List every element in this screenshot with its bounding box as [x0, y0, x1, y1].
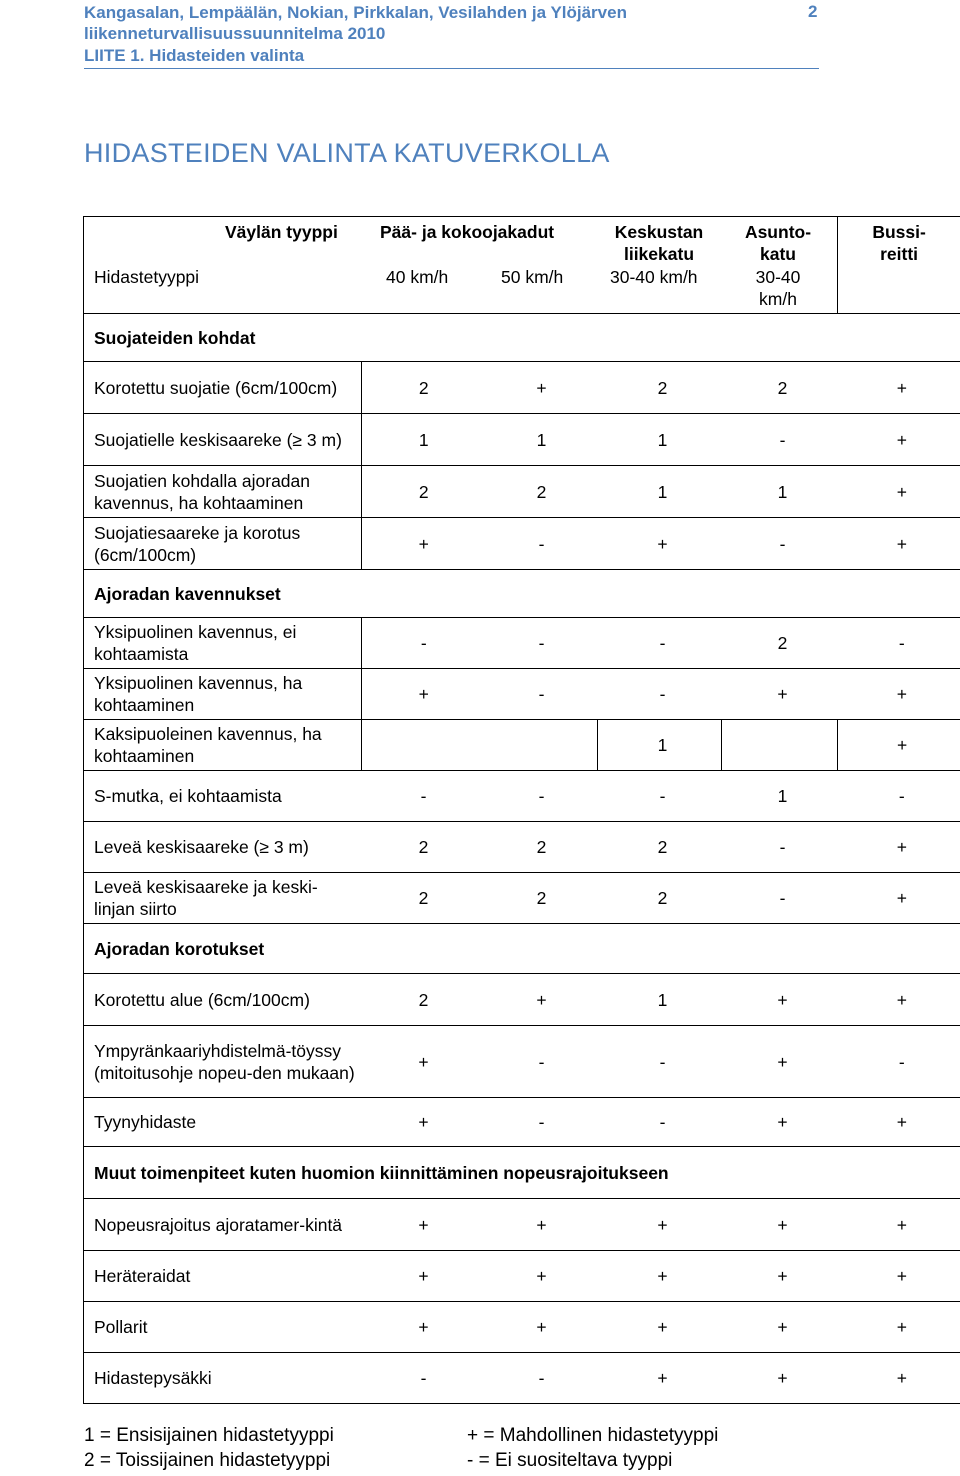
cell-value: - [722, 822, 838, 873]
cell-value: + [598, 1302, 722, 1353]
cell-value: + [362, 1302, 480, 1353]
cell-value: + [722, 974, 838, 1026]
col-header-speed4-line2: km/h [759, 289, 797, 309]
cell-value: + [722, 1302, 838, 1353]
cell-value: + [722, 1353, 838, 1404]
cell-value: + [598, 1353, 722, 1404]
row-label: Korotettu alue (6cm/100cm) [84, 974, 362, 1026]
document-header-line-1: Kangasalan, Lempäälän, Nokian, Pirkkalan, Vesilahden ja Ylöjärven [84, 3, 627, 22]
cell-value: + [480, 974, 598, 1026]
col-header-speed-30-40: 30-40 km/h [610, 267, 698, 287]
cell-value: 1 [362, 414, 480, 466]
cell-value: + [838, 873, 960, 924]
cell-value: 2 [722, 362, 838, 414]
row-label: Suojatielle keskisaareke (≥ 3 m) [84, 414, 362, 466]
page-number: 2 [808, 2, 818, 21]
cell-value: - [362, 1353, 480, 1404]
col-header-asuntokatu-line2: katu [760, 244, 796, 264]
col-header-bussireitti-line2: reitti [880, 244, 919, 264]
cell-value: 1 [598, 414, 722, 466]
table-row [84, 1026, 960, 1098]
row-label: Pollarit [84, 1302, 362, 1353]
cell-value: 2 [362, 873, 480, 924]
col-header-keskustan-liikekatu [599, 221, 719, 265]
cell-value: + [722, 669, 838, 720]
cell-value: 2 [480, 822, 598, 873]
legend-not-recommended: - = Ei suositeltava tyyppi [467, 1450, 673, 1471]
cell-value: + [362, 1199, 480, 1251]
row-label: Leveä keskisaareke ja keski-linjan siirto [84, 873, 362, 924]
cell-value: + [838, 669, 960, 720]
row-label: Hidastepysäkki [84, 1353, 362, 1404]
table-row [84, 822, 960, 873]
row-label: Suojatiesaareke ja korotus (6cm/100cm) [84, 518, 362, 570]
page-title: HIDASTEIDEN VALINTA KATUVERKOLLA [84, 138, 610, 168]
cell-value: 2 [598, 362, 722, 414]
cell-value: 2 [362, 362, 480, 414]
cell-value: + [362, 669, 480, 720]
section-heading-row [84, 1147, 960, 1199]
cell-value: - [480, 669, 598, 720]
row-label: Suojatien kohdalla ajoradan kavennus, ha kohtaaminen [84, 466, 362, 518]
row-label: Kaksipuoleinen kavennus, ha kohtaaminen [84, 720, 362, 771]
cell-value: - [480, 1026, 598, 1098]
table-row [84, 669, 960, 720]
table-row [84, 771, 960, 822]
cell-value: + [838, 1251, 960, 1302]
cell-value: 2 [480, 873, 598, 924]
cell-value: + [362, 1251, 480, 1302]
cell-value: - [838, 618, 960, 669]
col-header-bussireitti-line1: Bussi- [872, 222, 926, 242]
cell-value: 2 [362, 822, 480, 873]
col-header-asuntokatu-line1: Asunto- [744, 222, 812, 242]
cell-value: + [362, 518, 480, 570]
cell-value: 2 [480, 466, 598, 518]
section-heading: Muut toimenpiteet kuten huomion kiinnittäminen nopeusrajoitukseen [84, 1147, 960, 1199]
table-row [84, 1251, 960, 1302]
cell-value: 1 [598, 466, 722, 518]
col-header-vaylan-tyyppi: Väylän tyyppi [225, 222, 338, 242]
cell-value: + [722, 1251, 838, 1302]
section-heading-row [84, 924, 960, 974]
cell-value: - [480, 1353, 598, 1404]
cell-value: + [480, 362, 598, 414]
cell-value: - [480, 618, 598, 669]
cell-value: + [362, 1098, 480, 1147]
col-header-bussireitti [838, 217, 960, 314]
cell-value: + [722, 1026, 838, 1098]
section-heading-row [84, 570, 960, 618]
row-label: Nopeusrajoitus ajoratamer-kintä [84, 1199, 362, 1251]
cell-value: 2 [598, 822, 722, 873]
cell-value: 1 [480, 414, 598, 466]
cell-value: - [598, 669, 722, 720]
row-label: Korotettu suojatie (6cm/100cm) [84, 362, 362, 414]
cell-value: + [838, 414, 960, 466]
section-heading-row [84, 314, 960, 362]
table-row [84, 1302, 960, 1353]
cell-value: + [480, 1302, 598, 1353]
cell-value: + [838, 518, 960, 570]
cell-value: 2 [362, 974, 480, 1026]
cell-value: + [838, 466, 960, 518]
row-label: S-mutka, ei kohtaamista [84, 771, 362, 822]
table-row [84, 873, 960, 924]
cell-value: - [598, 1026, 722, 1098]
col-header-asuntokatu [738, 221, 818, 265]
table-row [84, 414, 960, 466]
cell-value: + [838, 822, 960, 873]
col-header-speed-40: 40 km/h [386, 267, 449, 287]
speed-hump-selection-table [83, 216, 960, 1404]
row-label: Tyynyhidaste [84, 1098, 362, 1147]
cell-value: - [598, 1098, 722, 1147]
table-row [84, 720, 960, 771]
cell-value [362, 720, 480, 771]
cell-value: + [722, 1199, 838, 1251]
row-label: Yksipuolinen kavennus, ei kohtaamista [84, 618, 362, 669]
section-heading: Ajoradan korotukset [84, 924, 960, 974]
cell-value [722, 720, 838, 771]
cell-value: + [838, 1098, 960, 1147]
col-header-paa-ja-kokoojakadut: Pää- ja kokoojakadut [380, 222, 555, 242]
cell-value: - [722, 873, 838, 924]
cell-value: - [722, 414, 838, 466]
table-row [84, 1353, 960, 1404]
section-heading: Suojateiden kohdat [84, 314, 960, 362]
cell-value: + [598, 518, 722, 570]
cell-value: + [362, 1026, 480, 1098]
cell-value: - [480, 1098, 598, 1147]
cell-value: - [480, 518, 598, 570]
table-row [84, 1098, 960, 1147]
cell-value: + [598, 1199, 722, 1251]
table-row [84, 1199, 960, 1251]
cell-value: + [838, 1199, 960, 1251]
document-header-line-2: liikenneturvallisuussuunnitelma 2010 [84, 24, 386, 43]
cell-value: + [838, 1353, 960, 1404]
row-label: Leveä keskisaareke (≥ 3 m) [84, 822, 362, 873]
header-divider [84, 68, 819, 69]
cell-value: - [722, 518, 838, 570]
cell-value: + [838, 362, 960, 414]
row-label: Ympyränkaariyhdistelmä-töyssy (mitoitusohje nopeu-den mukaan) [84, 1026, 362, 1098]
cell-value [480, 720, 598, 771]
cell-value: 1 [598, 974, 722, 1026]
cell-value: - [598, 771, 722, 822]
legend-secondary: 2 = Toissijainen hidastetyyppi [84, 1450, 331, 1471]
header-cell [84, 217, 838, 314]
row-label: Heräteraidat [84, 1251, 362, 1302]
document-header-line-3: LIITE 1. Hidasteiden valinta [84, 46, 305, 65]
table-row [84, 518, 960, 570]
cell-value: + [480, 1251, 598, 1302]
cell-value: + [838, 974, 960, 1026]
cell-value: 1 [722, 771, 838, 822]
legend-possible: + = Mahdollinen hidastetyyppi [467, 1425, 719, 1446]
col-header-hidastetyyppi: Hidastetyyppi [94, 267, 200, 287]
cell-value: 1 [722, 466, 838, 518]
table-row [84, 362, 960, 414]
table-row [84, 974, 960, 1026]
cell-value: + [480, 1199, 598, 1251]
cell-value: - [480, 771, 598, 822]
cell-value: - [838, 1026, 960, 1098]
col-header-speed4-line1: 30-40 [755, 267, 801, 287]
cell-value: - [838, 771, 960, 822]
section-heading: Ajoradan kavennukset [84, 570, 960, 618]
col-header-speed-30-40-asunto [738, 266, 818, 310]
row-label: Yksipuolinen kavennus, ha kohtaaminen [84, 669, 362, 720]
cell-value: + [838, 1302, 960, 1353]
col-header-keskustan-line1: Keskustan [614, 222, 704, 242]
cell-value: + [838, 720, 960, 771]
cell-value: + [722, 1098, 838, 1147]
table-header [84, 217, 960, 314]
table-row [84, 618, 960, 669]
col-header-keskustan-line2: liikekatu [623, 244, 695, 264]
cell-value: - [362, 771, 480, 822]
cell-value: + [598, 1251, 722, 1302]
cell-value: 2 [362, 466, 480, 518]
cell-value: 1 [598, 720, 722, 771]
cell-value: 2 [722, 618, 838, 669]
cell-value: - [598, 618, 722, 669]
legend-primary: 1 = Ensisijainen hidastetyyppi [84, 1425, 334, 1446]
cell-value: 2 [598, 873, 722, 924]
col-header-speed-50: 50 km/h [501, 267, 564, 287]
cell-value: - [362, 618, 480, 669]
table-row [84, 466, 960, 518]
